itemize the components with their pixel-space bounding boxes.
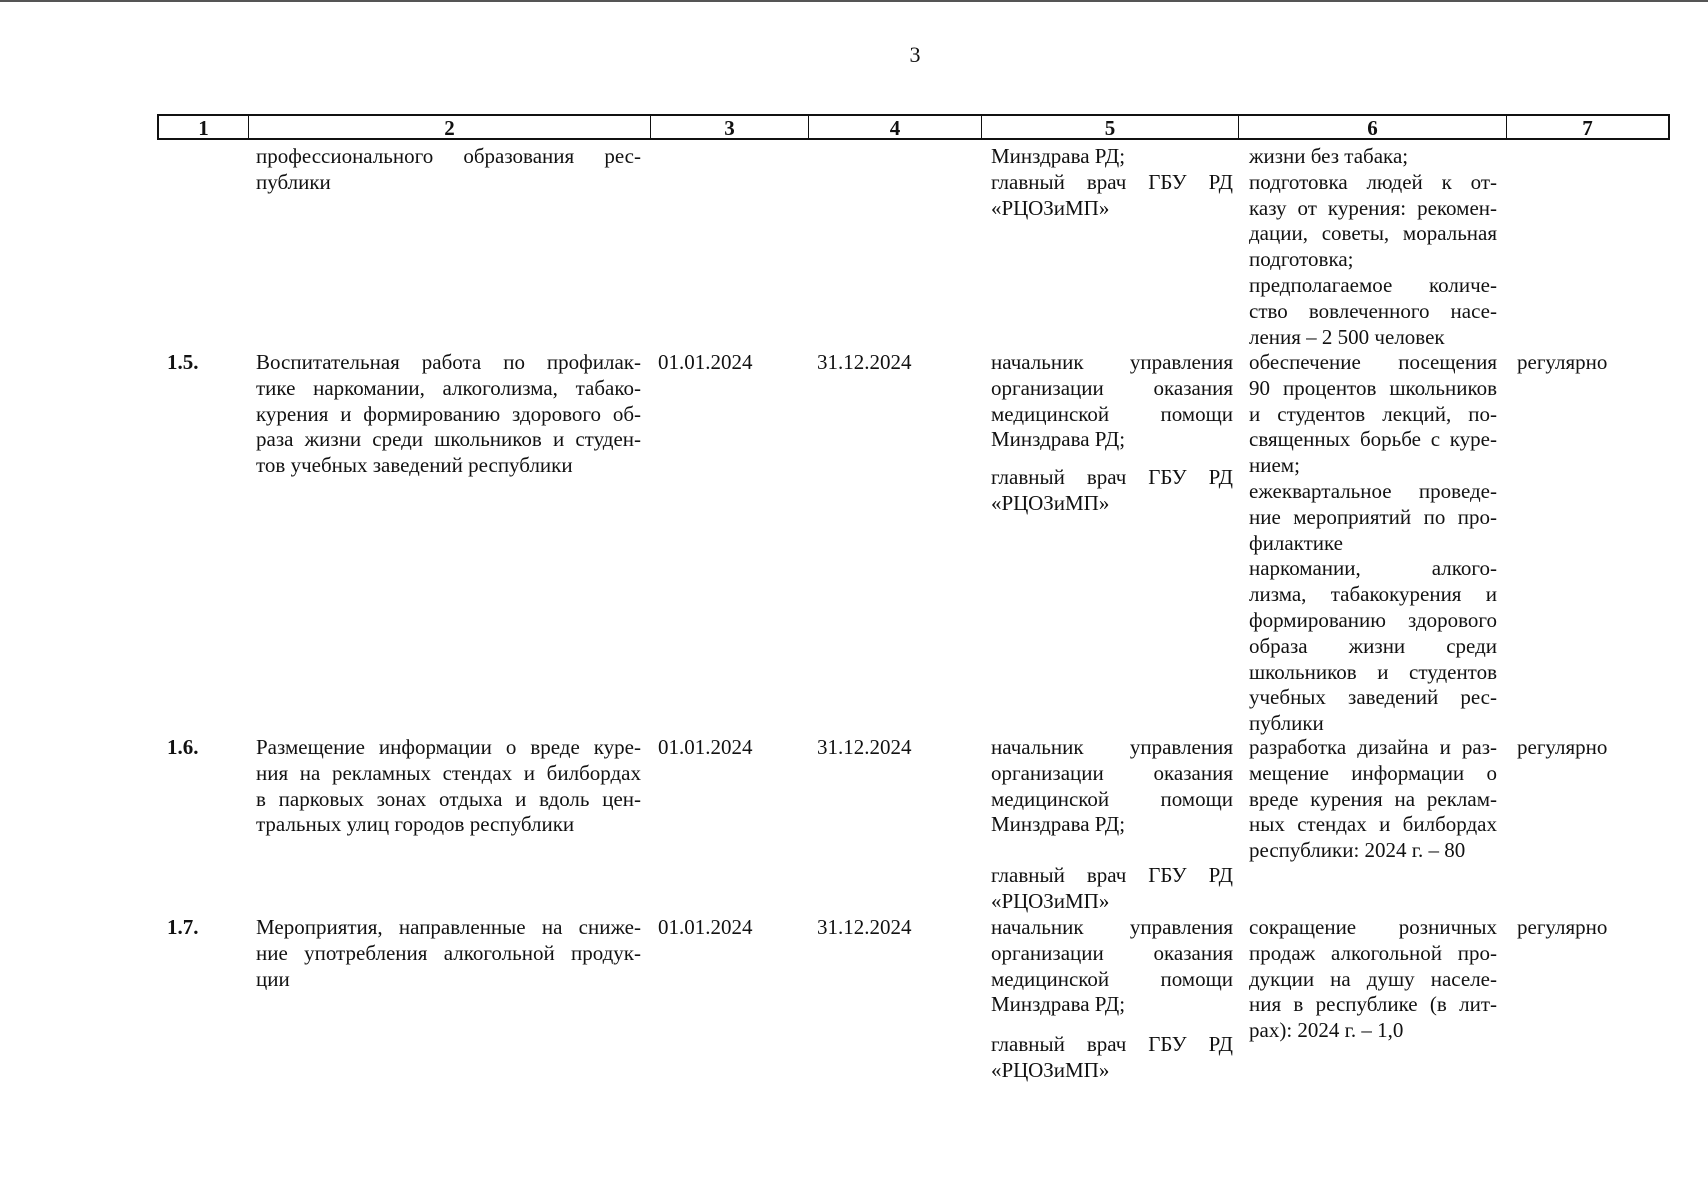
- text-line: филактике: [1249, 530, 1343, 555]
- text-line: продаж алкогольной про-: [1249, 940, 1497, 965]
- text-line: медицинской помощи: [991, 786, 1233, 811]
- text-line: мещение информации о: [1249, 760, 1497, 785]
- text-line: ных стендах и билбордах: [1249, 812, 1497, 837]
- text-line: ния на рекламных стендах и билбордах: [256, 760, 641, 785]
- indicator-cell: [1249, 735, 1497, 864]
- text-line: рах): 2024 г. – 1,0: [1249, 1018, 1404, 1043]
- paragraph-gap: [991, 453, 1233, 465]
- periodicity: регулярно: [1517, 915, 1608, 939]
- text-line: тральных улиц городов республики: [256, 812, 575, 837]
- text-line: Минздрава РД;: [991, 812, 1126, 837]
- measure-cell: [256, 915, 641, 992]
- text-line: нием;: [1249, 453, 1300, 478]
- text-line: «РЦОЗиМП»: [991, 888, 1110, 913]
- indicator-cell: [1249, 350, 1497, 737]
- executor-cell: [991, 735, 1233, 915]
- text-line: медицинской помощи: [991, 966, 1233, 991]
- end-date: 31.12.2024: [817, 915, 912, 939]
- column-header-4: 4: [809, 116, 982, 138]
- text-line: ние употребления алкогольной продук-: [256, 940, 641, 965]
- text-line: вреде курения на реклам-: [1249, 786, 1497, 811]
- text-line: начальник управления: [991, 350, 1233, 374]
- periodicity: регулярно: [1517, 735, 1608, 759]
- text-line: республики: 2024 г. – 80: [1249, 838, 1466, 863]
- executor-cell: [991, 350, 1233, 517]
- text-line: формированию здорового: [1249, 607, 1497, 632]
- end-date: 31.12.2024: [817, 350, 912, 374]
- measure-cell: [256, 735, 641, 838]
- start-date: 01.01.2024: [658, 350, 753, 374]
- column-header-6: 6: [1239, 116, 1507, 138]
- column-header-3: 3: [651, 116, 809, 138]
- paragraph-gap: [991, 1018, 1233, 1032]
- text-line: медицинской помощи: [991, 401, 1233, 426]
- text-line: ние мероприятий по про-: [1249, 504, 1497, 529]
- text-line: тике наркомании, алкоголизма, табако-: [256, 375, 641, 400]
- text-line: обеспечение посещения: [1249, 350, 1497, 374]
- text-line: 90 процентов школьников: [1249, 375, 1497, 400]
- text-line: образа жизни среди: [1249, 633, 1497, 658]
- text-line: дации, советы, моральная: [1249, 221, 1497, 246]
- text-line: и студентов лекций, по-: [1249, 401, 1497, 426]
- end-date: 31.12.2024: [817, 735, 912, 759]
- text-line: тов учебных заведений республики: [256, 453, 573, 478]
- text-line: жизни без табака;: [1249, 144, 1409, 168]
- text-line: публики: [256, 169, 331, 194]
- text-line: Мероприятия, направленные на сниже-: [256, 915, 641, 939]
- text-line: Размещение информации о вреде куре-: [256, 735, 641, 759]
- text-line: разработка дизайна и раз-: [1249, 735, 1497, 759]
- text-line: дукции на душу населе-: [1249, 966, 1497, 991]
- text-line: организации оказания: [991, 940, 1233, 965]
- text-line: в парковых зонах отдыха и вдоль цен-: [256, 786, 641, 811]
- text-line: ции: [256, 966, 290, 991]
- column-header-7: 7: [1582, 116, 1593, 140]
- text-line: ления – 2 500 человек: [1249, 324, 1445, 349]
- row-number: 1.5.: [167, 350, 199, 374]
- text-line: школьников и студентов: [1249, 659, 1497, 684]
- text-line: раза жизни среди школьников и студен-: [256, 427, 641, 452]
- row-number: 1.6.: [167, 735, 199, 759]
- text-line: «РЦОЗиМП»: [991, 490, 1110, 515]
- text-line: сокращение розничных: [1249, 915, 1497, 939]
- text-line: главный врач ГБУ РД: [991, 1032, 1233, 1057]
- text-line: начальник управления: [991, 735, 1233, 759]
- measure-cell: [256, 350, 641, 479]
- text-line: священных борьбе с куре-: [1249, 427, 1497, 452]
- text-line: организации оказания: [991, 760, 1233, 785]
- text-line: Воспитательная работа по профилак-: [256, 350, 641, 374]
- text-line: публики: [1249, 711, 1324, 736]
- text-line: ство вовлеченного насе-: [1249, 298, 1497, 323]
- text-line: наркомании, алкого-: [1249, 556, 1497, 581]
- table-header: [157, 114, 1670, 140]
- row-number: 1.7.: [167, 915, 199, 939]
- text-line: подготовка;: [1249, 247, 1354, 272]
- page-number: 3: [909, 42, 921, 67]
- column-header-1: 1: [159, 116, 249, 138]
- column-header-5: 5: [982, 116, 1239, 138]
- text-line: Минздрава РД;: [991, 427, 1126, 452]
- indicator-cell: [1249, 915, 1497, 1044]
- text-line: Минздрава РД;: [991, 992, 1126, 1017]
- text-line: лизма, табакокурения и: [1249, 582, 1497, 607]
- text-line: Минздрава РД;: [991, 144, 1126, 168]
- indicator-cell: [1249, 144, 1497, 350]
- text-line: начальник управления: [991, 915, 1233, 939]
- text-line: главный врач ГБУ РД: [991, 863, 1233, 888]
- text-line: ежеквартальное проведе-: [1249, 478, 1497, 503]
- text-line: учебных заведений рес-: [1249, 685, 1497, 710]
- start-date: 01.01.2024: [658, 735, 753, 759]
- text-line: казу от курения: рекомен-: [1249, 195, 1497, 220]
- column-header-2: 2: [249, 116, 651, 138]
- text-line: профессионального образования рес-: [256, 144, 641, 168]
- periodicity: регулярно: [1517, 350, 1608, 374]
- text-line: «РЦОЗиМП»: [991, 1057, 1110, 1082]
- text-line: ния в республике (в лит-: [1249, 992, 1497, 1017]
- paragraph-gap: [991, 838, 1233, 863]
- text-line: курения и формированию здорового об-: [256, 401, 641, 426]
- text-line: подготовка людей к от-: [1249, 169, 1497, 194]
- measure-cell: [256, 144, 641, 196]
- start-date: 01.01.2024: [658, 915, 753, 939]
- executor-cell: [991, 915, 1233, 1084]
- text-line: организации оказания: [991, 375, 1233, 400]
- text-line: главный врач ГБУ РД: [991, 465, 1233, 490]
- text-line: «РЦОЗиМП»: [991, 195, 1110, 220]
- text-line: главный врач ГБУ РД: [991, 169, 1233, 194]
- executor-cell: [991, 144, 1233, 221]
- text-line: предполагаемое количе-: [1249, 272, 1497, 297]
- scan-top-border: [0, 0, 1708, 2]
